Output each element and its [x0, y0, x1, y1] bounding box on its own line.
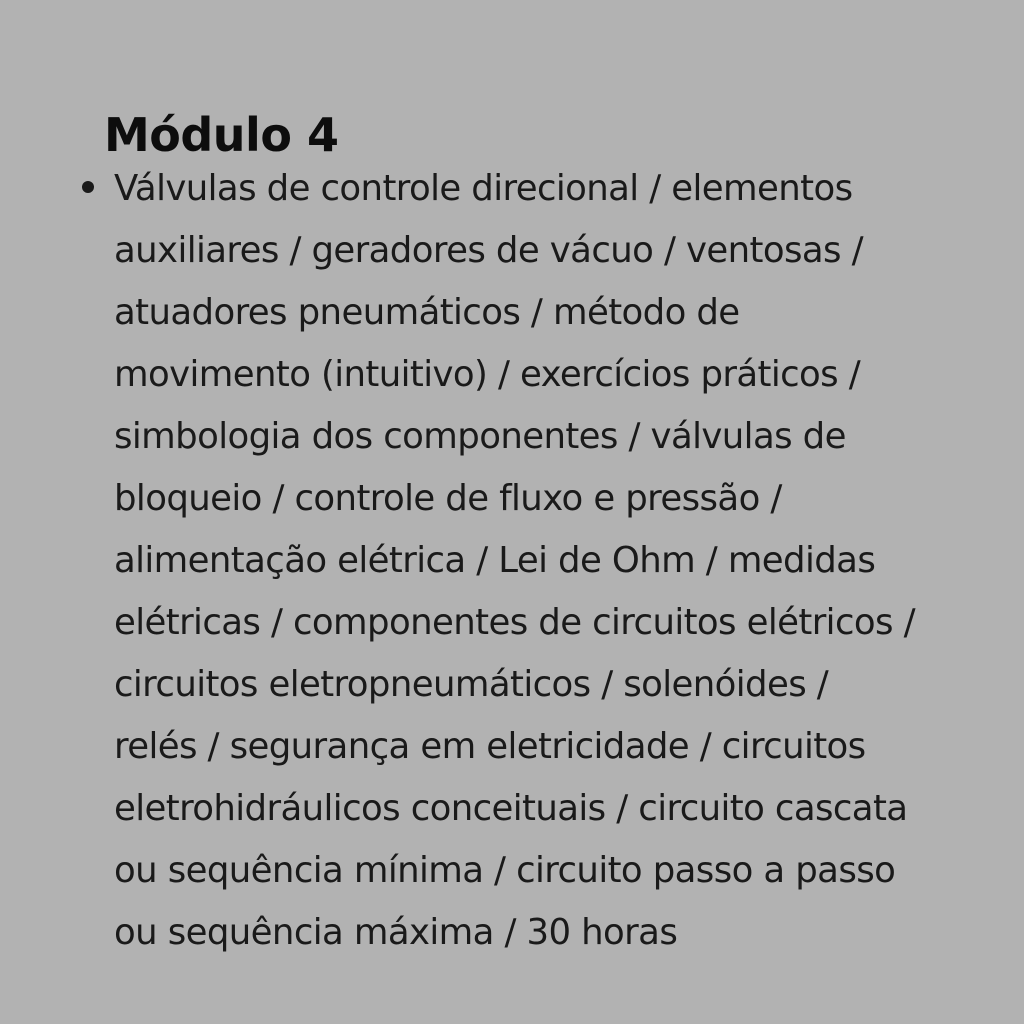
topic-line: simbologia dos componentes / válvulas de	[114, 416, 846, 457]
topic-line: ou sequência máxima / 30 horas	[114, 912, 678, 953]
topic-line: auxiliares / geradores de vácuo / ventosas /	[114, 230, 863, 271]
topic-line: bloqueio / controle de fluxo e pressão /	[114, 478, 782, 519]
topic-list	[114, 158, 915, 964]
topic-line: movimento (intuitivo) / exercícios práticos /	[114, 354, 861, 395]
topic-line: relés / segurança em eletricidade / circuitos	[114, 726, 866, 767]
module-title: Módulo 4	[104, 108, 339, 162]
topic-line: elétricas / componentes de circuitos elétricos /	[114, 602, 915, 643]
topic-line: eletrohidráulicos conceituais / circuito cascata	[114, 788, 908, 829]
topic-line: atuadores pneumáticos / método de	[114, 292, 740, 333]
topic-line: ou sequência mínima / circuito passo a passo	[114, 850, 896, 891]
bullet-icon	[82, 181, 94, 193]
topic-line: alimentação elétrica / Lei de Ohm / medidas	[114, 540, 876, 581]
topic-line: circuitos eletropneumáticos / solenóides /	[114, 664, 829, 705]
topic-line: Válvulas de controle direcional / elementos	[114, 168, 853, 209]
